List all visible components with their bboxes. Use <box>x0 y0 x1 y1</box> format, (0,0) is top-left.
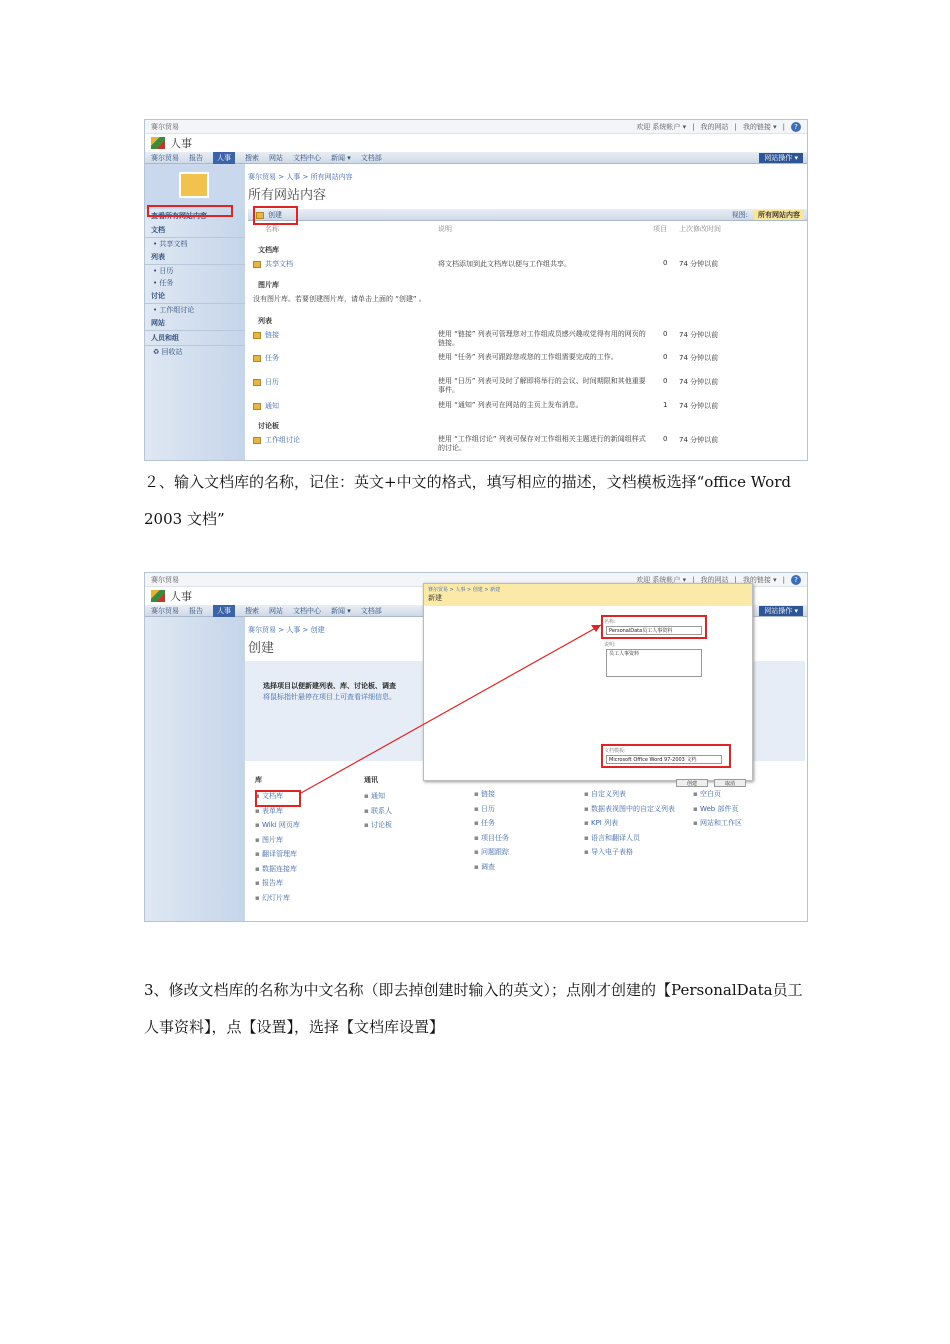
highlight-box <box>147 205 233 217</box>
my-links-menu[interactable]: 我的链接 ▾ <box>742 575 777 584</box>
create-item[interactable]: ▪ 联系人 <box>364 804 392 819</box>
section-doclib: 文档库 <box>258 246 279 254</box>
nav-tab[interactable]: 报告 <box>189 606 203 615</box>
screenshot-create-page <box>144 572 808 922</box>
left-item[interactable]: • 日历 <box>153 267 174 275</box>
nav-tab[interactable]: 文档中心 <box>293 153 321 162</box>
recycle-bin-link[interactable]: ♻ 回收站 <box>153 348 183 356</box>
breadcrumb: 赛尔贸易 > 人事 > 创建 <box>248 626 325 634</box>
template-select[interactable]: Microsoft Office Word 97-2003 文档 <box>606 755 722 764</box>
nav-tab-active[interactable]: 人事 <box>213 605 235 617</box>
page-image-icon <box>179 172 209 198</box>
section-lists: 列表 <box>258 317 272 325</box>
left-item[interactable]: • 工作组讨论 <box>153 306 195 314</box>
list-name[interactable]: 链接 <box>253 330 438 348</box>
list-modified: 74 分钟以前 <box>679 354 719 362</box>
list-name[interactable]: 通知 <box>253 401 438 411</box>
create-button[interactable]: 创建 <box>676 779 708 787</box>
create-item[interactable]: ▪ 数据连接库 <box>255 862 300 877</box>
screenshot-all-site-content <box>144 119 808 461</box>
create-item[interactable]: ▪ 报告库 <box>255 876 300 891</box>
left-heading-people[interactable]: 人员和组 <box>145 331 245 346</box>
table-row[interactable] <box>253 377 718 395</box>
dialog-breadcrumb: 赛尔贸易 > 人事 > 创建 > 新建 <box>428 587 501 593</box>
page-title: 所有网站内容 <box>248 188 327 203</box>
create-item[interactable]: ▪ 链接 <box>474 787 509 802</box>
section-picture-lib: 图片库 <box>258 281 279 289</box>
create-item[interactable]: ▪ 讨论板 <box>364 818 392 833</box>
list-count: 0 <box>663 330 668 338</box>
instruction-step-3: 3、修改文档库的名称为中文名称（即去掉创建时输入的英文）；点刚才创建的【PersonalData员工人事资料】，点【设置】，选择【文档库设置】 <box>144 981 803 1036</box>
site-logo-icon <box>151 137 165 149</box>
red-arrow <box>301 625 601 793</box>
list-desc: 使用 “任务” 列表可跟踪您或您的工作组需要完成的工作。 <box>438 353 618 361</box>
instruction-step-2: ２、输入文档库的名称，记住：英文+中文的格式，填写相应的描述，文档模板选择“office Word 2003 文档” <box>144 473 791 528</box>
create-item[interactable]: ▪ 通知 <box>364 789 392 804</box>
highlight-box <box>253 206 298 225</box>
list-icon <box>253 355 261 362</box>
site-title: 人事 <box>170 137 192 150</box>
create-item[interactable]: ▪ 幻灯片库 <box>255 891 300 906</box>
nav-tab[interactable]: 新闻 ▾ <box>331 153 351 162</box>
empty-message: 没有图片库。若要创建图片库，请单击上面的 “创建” 。 <box>253 295 426 303</box>
create-item[interactable]: ▪ 文档库 <box>255 789 300 804</box>
create-item[interactable]: ▪ 调查 <box>474 860 509 875</box>
view-select[interactable]: 所有网站内容 <box>754 210 804 220</box>
nav-tab[interactable]: 报告 <box>189 153 203 162</box>
top-bar: 赛尔贸易 欢迎 系统帐户 ▾ | 我的网站 | 我的链接 ▾ | ? <box>145 573 807 587</box>
section-discussions: 讨论板 <box>258 422 279 430</box>
left-nav <box>145 209 245 460</box>
left-heading-lists[interactable]: 列表 <box>145 250 245 265</box>
create-item[interactable]: ▪ KPI 列表 <box>584 816 684 831</box>
create-item[interactable]: ▪ 图片库 <box>255 833 300 848</box>
create-button[interactable]: 创建 <box>256 210 282 220</box>
list-desc: 使用 “链接” 列表可管理您对工作组成员感兴趣或觉得有用的网页的链接。 <box>438 330 646 347</box>
create-item[interactable]: ▪ 问题跟踪 <box>474 845 509 860</box>
welcome-menu[interactable]: 欢迎 系统帐户 ▾ <box>636 122 687 131</box>
dialog-title: 新建 <box>428 594 442 602</box>
site-name[interactable]: 赛尔贸易 <box>151 575 179 584</box>
nav-tab[interactable]: 赛尔贸易 <box>151 606 179 615</box>
template-label: 文档模板: <box>604 748 626 754</box>
intro-text: 将鼠标指针悬停在项目上可查看详细信息。 <box>263 693 396 701</box>
list-name[interactable]: 任务 <box>253 353 438 363</box>
create-item[interactable]: ▪ 语言和翻译人员 <box>584 831 684 846</box>
site-actions-menu[interactable]: 网站操作 ▾ <box>759 606 803 616</box>
arrow-overlay <box>145 573 808 922</box>
nav-tab[interactable]: 文档部 <box>360 153 382 162</box>
table-row[interactable]: 共享文档 将文档添加到此文档库以便与工作组共享。 0 74 分钟以前 <box>253 259 718 269</box>
list-desc: 使用 “通知” 列表可在网站的主页上发布消息。 <box>438 401 583 409</box>
top-nav <box>145 152 807 164</box>
cancel-button[interactable]: 取消 <box>714 779 746 787</box>
table-row[interactable] <box>253 330 718 348</box>
name-label: 名称: <box>604 619 616 625</box>
nav-tab[interactable]: 文档部 <box>360 606 382 615</box>
table-row[interactable] <box>253 353 718 363</box>
category-column-comms: 通讯 ▪ 通知 ▪ 联系人 ▪ 讨论板 <box>364 775 392 833</box>
create-item[interactable]: ▪ 日历 <box>474 802 509 817</box>
top-bar: 赛尔贸易 欢迎 系统帐户 ▾ | 我的网站 | 我的链接 ▾ | ? <box>145 120 807 134</box>
view-all-content-link[interactable]: 查看所有网站内容 <box>151 212 207 220</box>
create-item[interactable]: ▪ 网站和工作区 <box>693 816 742 831</box>
nav-tab-active[interactable]: 人事 <box>213 152 235 164</box>
list-desc: 使用 “日历” 列表可及时了解即将举行的会议、时间期限和其他重要事件。 <box>438 377 646 394</box>
create-item[interactable]: ▪ 自定义列表 <box>584 787 684 802</box>
nav-tab[interactable]: 搜索 <box>245 606 259 615</box>
view-label: 视图: <box>731 211 748 219</box>
list-count: 0 <box>663 377 668 385</box>
help-icon[interactable]: ? <box>791 575 801 585</box>
create-item[interactable]: ▪ 项目任务 <box>474 831 509 846</box>
left-item[interactable]: • 任务 <box>153 279 174 287</box>
nav-tab[interactable]: 赛尔贸易 <box>151 153 179 162</box>
welcome-menu[interactable]: 欢迎 系统帐户 ▾ <box>636 575 687 584</box>
create-item[interactable]: ▪ 表单库 <box>255 804 300 819</box>
description-label: 说明: <box>604 642 616 648</box>
list-icon <box>253 403 261 410</box>
my-links-menu[interactable]: 我的链接 ▾ <box>742 122 777 131</box>
site-title: 人事 <box>170 590 192 603</box>
list-count: 0 <box>663 353 668 361</box>
list-modified: 74 分钟以前 <box>679 378 719 386</box>
nav-tab[interactable]: 新闻 ▾ <box>331 606 351 615</box>
intro-heading: 选择项目以便新建列表、库、讨论板、调查 <box>263 682 396 690</box>
create-item[interactable]: ▪ 翻译管理库 <box>255 847 300 862</box>
nav-tab[interactable]: 搜索 <box>245 153 259 162</box>
list-count: 1 <box>663 401 668 409</box>
nav-tab[interactable]: 文档中心 <box>293 606 321 615</box>
list-modified: 74 分钟以前 <box>679 402 719 410</box>
create-item[interactable]: ▪ 空白页 <box>693 787 742 802</box>
create-item[interactable]: ▪ Wiki 网页库 <box>255 818 300 833</box>
left-heading-sites[interactable]: 网站 <box>145 316 245 331</box>
list-icon <box>253 332 261 339</box>
page-title: 创建 <box>248 641 275 656</box>
list-icon <box>253 379 261 386</box>
table-row[interactable] <box>253 401 718 411</box>
create-item[interactable]: ▪ 任务 <box>474 816 509 831</box>
create-item[interactable]: ▪ 导入电子表格 <box>584 845 684 860</box>
create-item[interactable]: ▪ Web 部件页 <box>693 802 742 817</box>
left-heading-discussions[interactable]: 讨论 <box>145 289 245 304</box>
nav-tab[interactable]: 网站 <box>269 606 283 615</box>
left-item[interactable]: • 共享文档 <box>153 240 188 248</box>
my-site-link[interactable]: 我的网站 <box>700 122 729 131</box>
toolbar <box>248 209 808 221</box>
name-input[interactable]: PersonalData员工人事资料 <box>606 626 702 635</box>
category-column-library: 库 ▪ 文档库 ▪ 表单库 ▪ Wiki 网页库 ▪ 图片库 ▪ 翻译管理库 ▪ 数据连接库 ▪ 报告库 ▪ 幻灯片库 <box>255 775 300 905</box>
help-icon[interactable]: ? <box>791 122 801 132</box>
list-name[interactable]: 日历 <box>253 377 438 395</box>
create-item[interactable]: ▪ 数据表视图中的自定义列表 <box>584 802 684 817</box>
nav-tab[interactable]: 网站 <box>269 153 283 162</box>
description-input[interactable]: 员工人事资料 <box>606 649 702 677</box>
left-heading-docs[interactable]: 文档 <box>145 223 245 238</box>
my-site-link[interactable]: 我的网站 <box>700 575 729 584</box>
table-row[interactable]: 工作组讨论 使用 “工作组讨论” 列表可保存对工作组相关主题进行的新闻组样式的讨论。 0 74 分钟以前 <box>253 435 718 453</box>
site-name[interactable]: 赛尔贸易 <box>151 122 179 131</box>
arrow-head-icon <box>591 625 601 632</box>
site-actions-menu[interactable]: 网站操作 ▾ <box>759 153 803 163</box>
breadcrumb: 赛尔贸易 > 人事 > 所有网站内容 <box>248 173 353 181</box>
column-headers: 名称 说明 项目 上次修改时间 <box>265 225 721 233</box>
list-modified: 74 分钟以前 <box>679 331 719 339</box>
